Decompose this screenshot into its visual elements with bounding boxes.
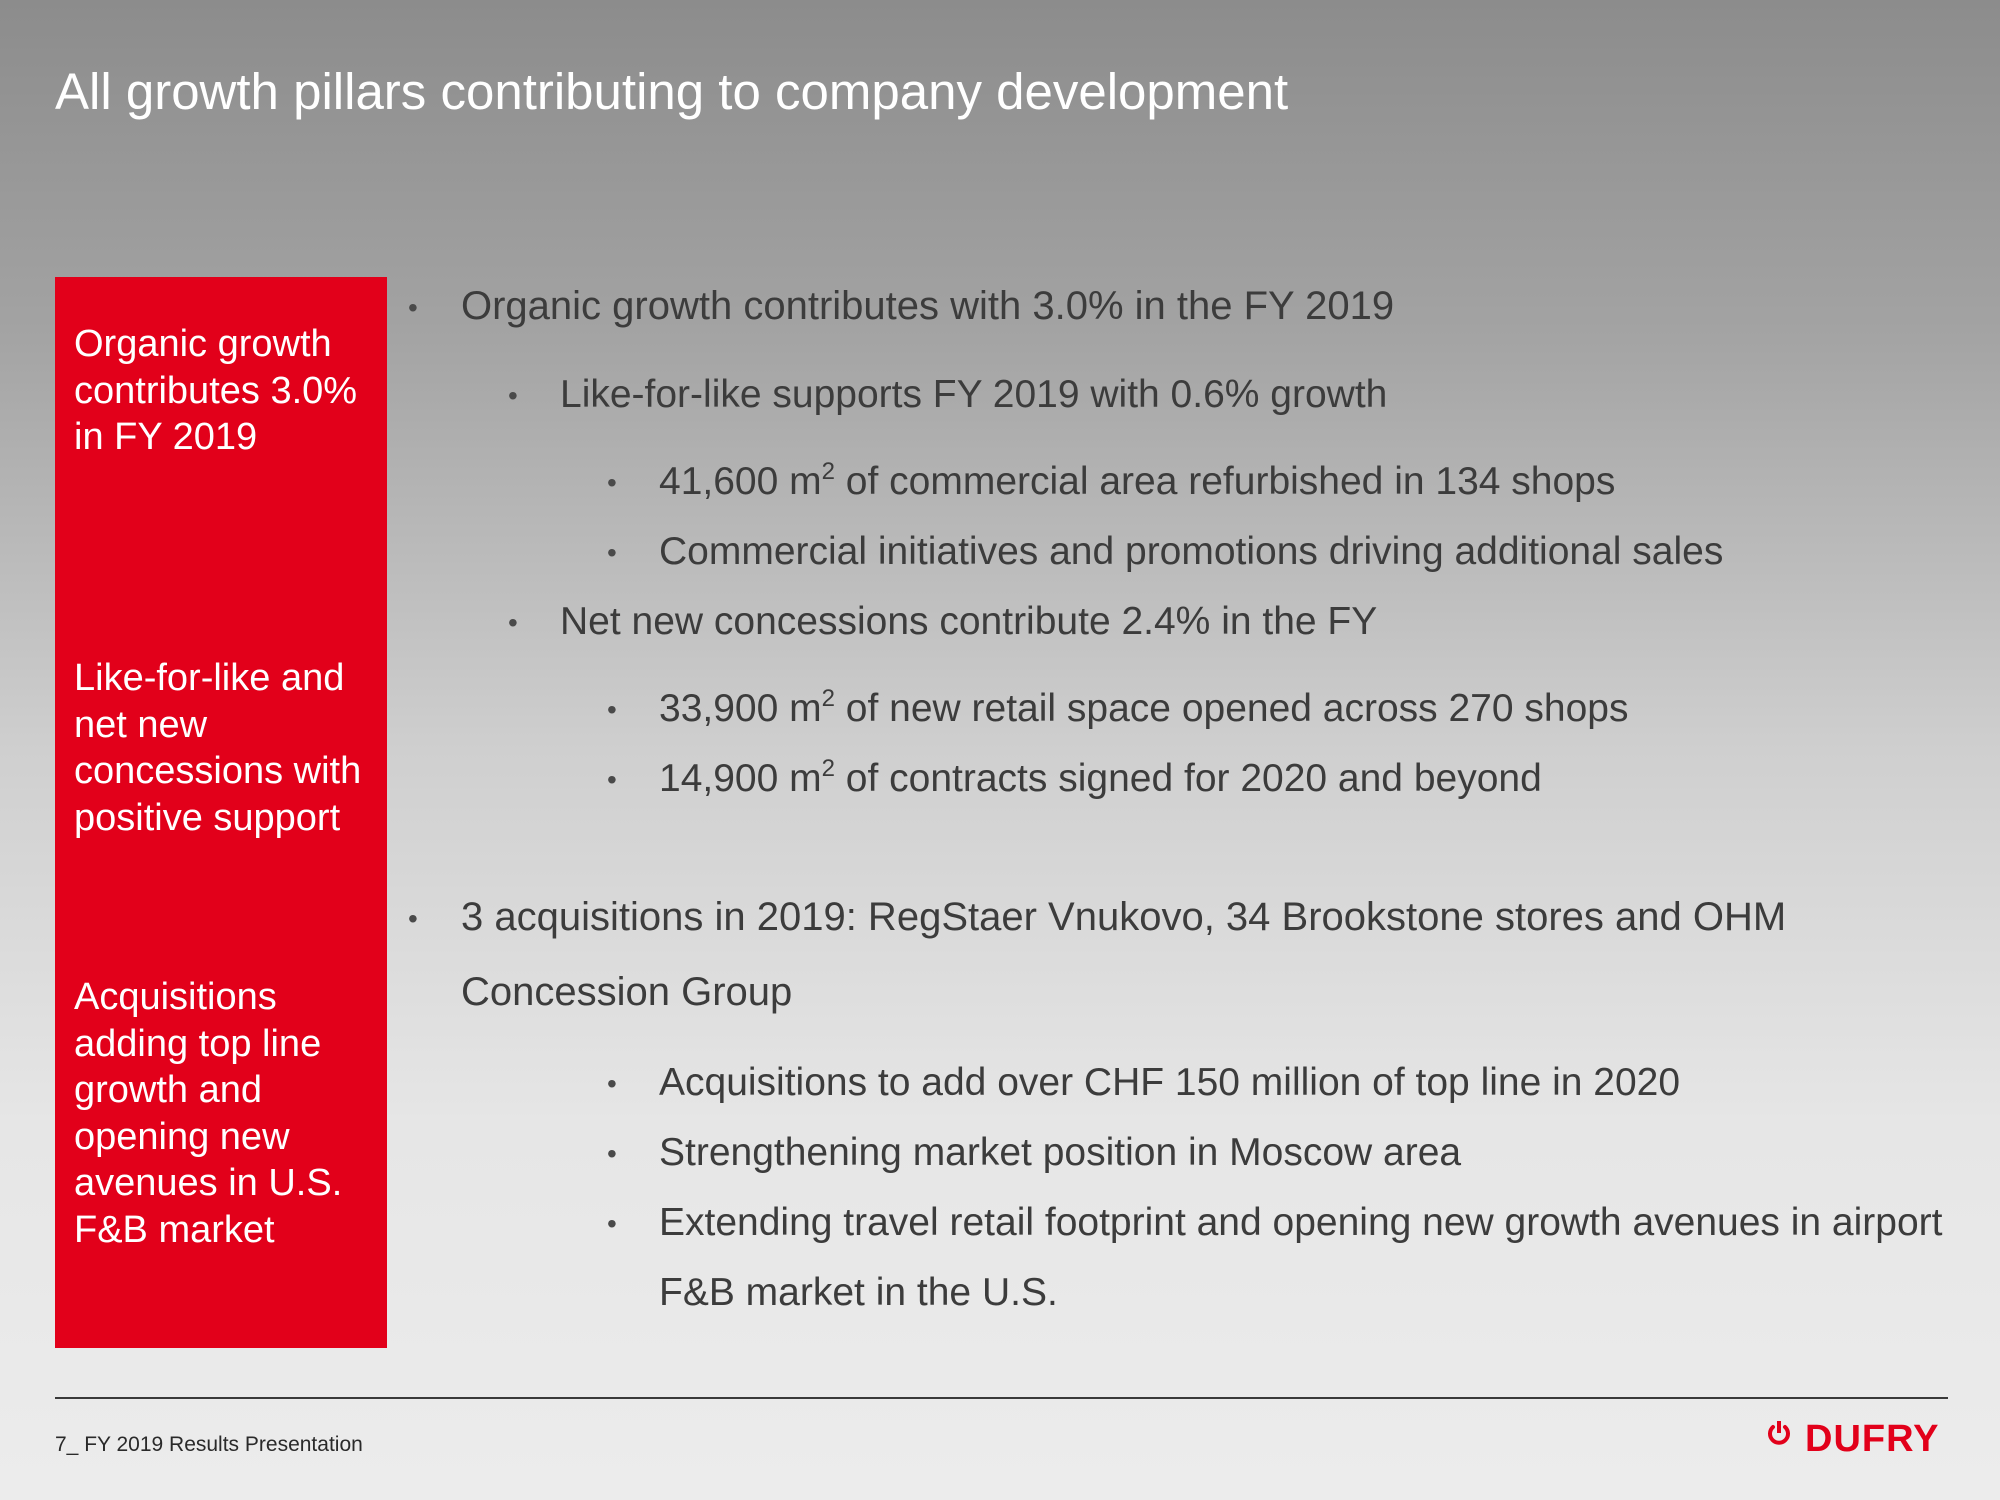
slide-title: All growth pillars contributing to company development: [55, 63, 1289, 120]
summary-panel: [55, 277, 387, 1348]
bullet-like-for-like: Like-for-like supports FY 2019 with 0.6% growth: [560, 373, 1388, 416]
footer-page-label: 7_ FY 2019 Results Presentation: [55, 1433, 363, 1456]
bullet-acq: •: [408, 903, 418, 934]
panel-lfl-summary: Like-for-like and net new concessions with positive support: [74, 657, 362, 839]
bullet-lfl-initiatives: •: [607, 537, 617, 568]
bullet-refurbished-area: 41,600 $m^2$ of commercial area refurbished in 134 shops: [659, 458, 1616, 503]
footer-divider: [55, 1397, 1948, 1399]
bullet-travel-retail-line2: F&B market in the U.S.: [659, 1271, 1058, 1314]
panel-acquisitions-summary: Acquisitions adding top line growth and opening new avenues in U.S. F&B market: [74, 976, 343, 1251]
bullet-organic: •: [408, 292, 418, 323]
bullet-contracts-signed: 14,900 $m^2$ of contracts signed for 2020 and beyond: [659, 755, 1542, 800]
bullet-acquisitions-line1: 3 acquisitions in 2019: RegStaer Vnukovo, 34 Brookstone stores and OHM: [461, 895, 1787, 939]
bullet-nnc: •: [508, 607, 518, 638]
bullet-organic-growth: Organic growth contributes with 3.0% in the FY 2019: [461, 284, 1395, 328]
bullet-new-retail-space: 33,900 $m^2$ of new retail space opened across 270 shops: [659, 685, 1629, 730]
bullet-lfl-area: •: [607, 467, 617, 498]
logo-wordmark: DUFRY: [1805, 1418, 1940, 1460]
bullet-commercial-initiatives: Commercial initiatives and promotions driving additional sales: [659, 530, 1724, 573]
bullet-nnc-space: •: [607, 694, 617, 725]
bullet-moscow-position: Strengthening market position in Moscow area: [659, 1131, 1462, 1174]
dufry-logo: [1765, 1418, 1939, 1461]
bullet-travel-retail-line1: Extending travel retail footprint and opening new growth avenues in airport: [659, 1201, 1943, 1244]
bullet-acq-topline: •: [607, 1068, 617, 1099]
bullet-acq-extend: •: [607, 1208, 617, 1239]
bullet-nnc-contracts: •: [607, 764, 617, 795]
bullet-acquisitions-topline: Acquisitions to add over CHF 150 million of top line in 2020: [659, 1061, 1681, 1104]
bullet-net-new-concessions: Net new concessions contribute 2.4% in the FY: [560, 600, 1378, 643]
bullet-lfl: •: [508, 380, 518, 411]
dufry-logo-icon: [1765, 1419, 1793, 1447]
bullet-acq-moscow: •: [607, 1138, 617, 1169]
bullet-acquisitions-line2: Concession Group: [461, 970, 793, 1014]
panel-organic-summary: Organic growth contributes 3.0% in FY 2019: [74, 323, 358, 458]
